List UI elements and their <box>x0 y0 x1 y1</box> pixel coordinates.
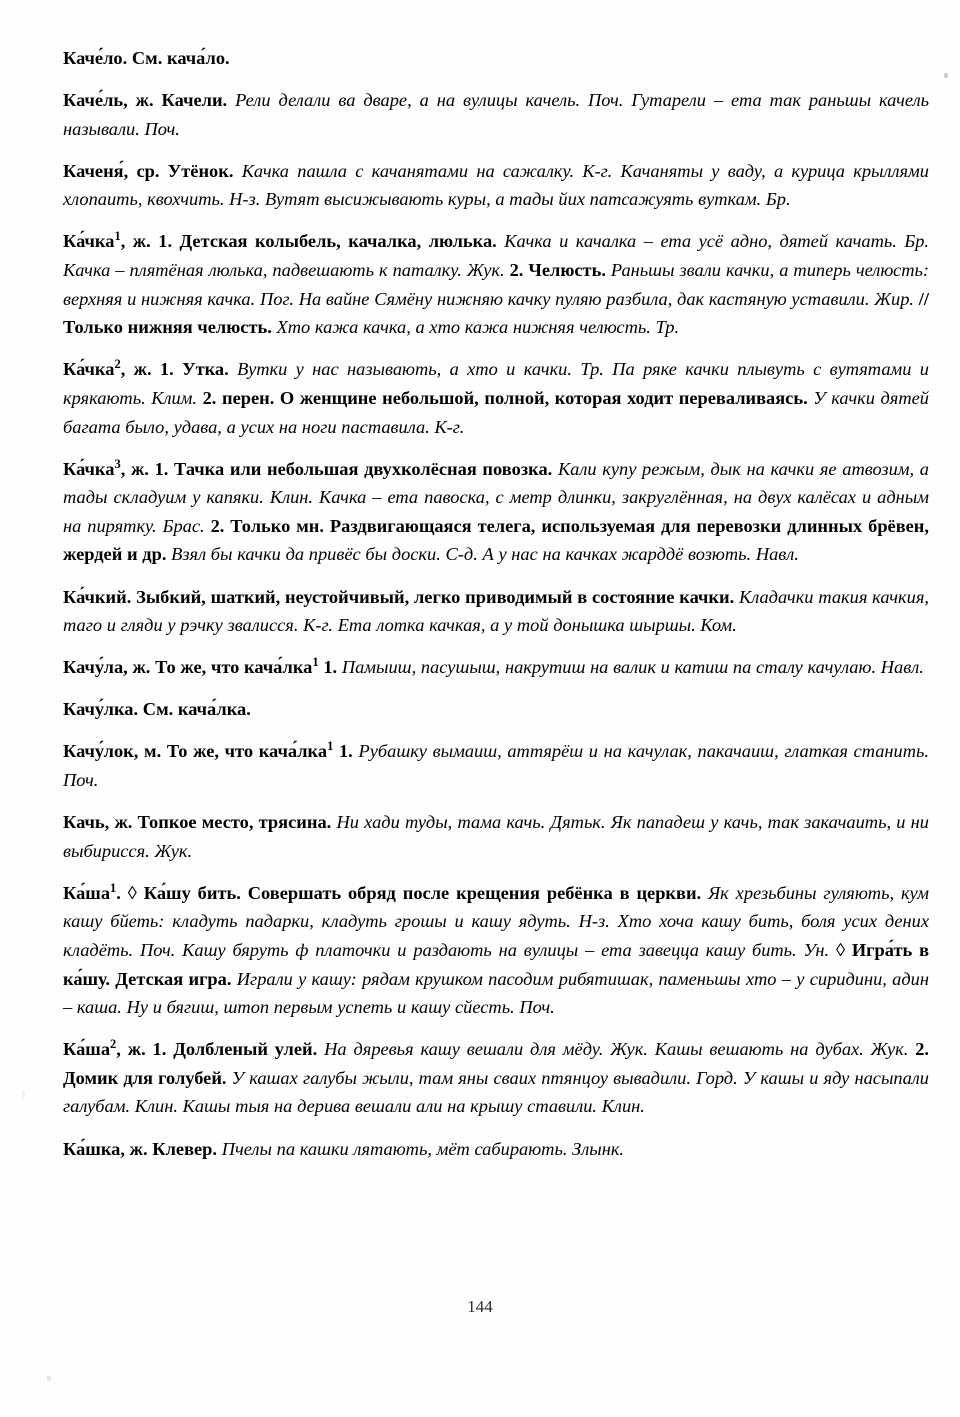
scan-speck-right <box>944 73 948 78</box>
entry-example: Раньшы звали качки, а типерь челюсть: верхняя и нижняя качка. Пог. На вайне Сямёну нижняю качку пуляю разбила, дак кастяную уставили. Жир. <box>63 260 929 309</box>
entry-example: Качка и качалка – ета усё адно, дятей качать. Бр. Качка – плятёная люлька, падвешають к паталку. Жук. <box>63 231 930 281</box>
dictionary-entry <box>63 583 929 640</box>
entry-definition: Качу́лка. См. кача́лка. <box>63 699 251 720</box>
entry-definition: 2. перен. О женщине небольшой, полной, которая ходит переваливаясь. <box>202 387 808 408</box>
entry-definition: Каче́ло. См. кача́ло. <box>63 48 230 68</box>
entry-definition: 2. Домик для голубей. <box>63 1039 929 1088</box>
entry-example: Взял бы качки да привёс бы доски. С-д. А у нас на качках жарддё возють. Навл. <box>166 544 799 565</box>
homonym-superscript: 1 <box>110 880 117 895</box>
entry-column <box>63 44 929 1177</box>
dictionary-entry <box>63 695 929 724</box>
entry-example: Качка пашла с качанятами на сажалку. К-г. Качаняты у ваду, а курица крыллями хлопаить, квохчить. Н-з. Вутят высижывають куры, а тады йих патсажуять вуткам. Бр. <box>63 160 929 210</box>
entry-example: Як хрезьбины гуляють, кум кашу бйеть: кладуть падарки, кладуть грошы и кашу ядуть. Н-з. Хто хоча кашу бить, боля усих дених кладёть. Поч. Кашу бяруть ф платочки и раздають на вулицы – ета завецца кашу бить. Ун. <box>63 882 929 960</box>
entry-example: Играли у кашу: рядам крушком пасодим рибятишак, паменьшы хто – у сиридини, адин – каша. Ну и бягиш, штоп первым успеть и кашу сйесть. Поч. <box>63 968 929 1018</box>
entry-definition: , ж. 1. Утка. <box>120 359 229 380</box>
entry-example: На дяревья кашу вешали для мёду. Жук. Кашы вешають на дубах. Жук. <box>317 1039 916 1060</box>
entry-definition: Каче́ль, ж. Качели. <box>63 90 228 111</box>
scan-speck-mid-left <box>22 1090 25 1099</box>
entry-example: Кали купу режым, дык на качки яе атвозим, а тады складуим у капяки. Клин. Качка – ета павоска, с метр длинки, закруглённая, на двух калёсах и адным на пирятку. Брас. <box>63 458 929 536</box>
homonym-superscript: 2 <box>110 1037 117 1052</box>
entry-definition: Ка́чка <box>63 458 115 479</box>
dictionary-entry <box>63 227 929 341</box>
entry-example: У кашах галубы жыли, там яны сваих птянцоу вывадили. Горд. У кашы и яду насыпали галубам. Клин. Кашы тыя на дерива вешали али на крышу ставили. Клин. <box>63 1067 930 1117</box>
entry-definition: 1. <box>318 657 338 678</box>
scan-speck-bottom-left <box>47 1376 51 1381</box>
entry-definition: , ж. 1. Тачка или небольшая двухколёсная повозка. <box>120 458 553 479</box>
entry-definition: Ка́чкий. Зыбкий, шаткий, неустойчивый, легко приводимый в состояние качки. <box>63 586 735 607</box>
entry-definition: ◊ Игра́ть в ка́шу. Детская игра. <box>63 939 929 989</box>
dictionary-entry <box>63 355 929 441</box>
entry-example: Рели делали ва дваре, а на вулицы качель. Поч. Гутарели – ета так раньшы качель называли. Поч. <box>63 90 929 139</box>
dictionary-entry <box>63 157 929 214</box>
entry-example: Памыиш, пасушыш, накрутиш на валик и катиш па сталу качулаю. Навл. <box>337 657 924 678</box>
entry-definition: Ка́ша <box>63 882 111 903</box>
entry-definition: 1. <box>333 741 353 762</box>
dictionary-entry <box>63 879 929 1022</box>
entry-definition: Качу́ла, ж. То же, что кача́лка <box>63 657 313 678</box>
entry-example: У качки дятей багата было, удава, а усих на ноги паставила. К-г. <box>63 387 929 437</box>
entry-definition: Ка́ша <box>63 1039 111 1060</box>
entry-definition: Каченя́, ср. Утёнок. <box>63 160 234 181</box>
entry-definition: Ка́шка, ж. Клевер. <box>63 1138 217 1159</box>
dictionary-entry <box>63 1035 929 1121</box>
entry-example: Вутки у нас называють, а хто и качки. Тр. Па ряке качки плывуть с вутятами и крякають. Клим. <box>63 359 929 408</box>
entry-definition: 2. Челюсть. <box>509 260 606 281</box>
entry-definition: . ◊ Ка́шу бить. Совершать обряд после крещения ребёнка в церкви. <box>116 882 702 903</box>
entry-example: Пчелы па кашки лятають, мёт сабирають. Злынк. <box>217 1138 625 1159</box>
entry-definition: Качь, ж. Топкое место, трясина. <box>63 812 332 833</box>
dictionary-entry <box>63 1135 929 1164</box>
entry-definition: Ка́чка <box>63 359 115 380</box>
homonym-superscript: 2 <box>114 357 121 372</box>
entry-example: Рубашку вымаиш, аттярёш и на качулак, пакачаиш, глаткая станить. Поч. <box>63 741 929 790</box>
entry-definition: Качу́лок, м. То же, что кача́лка <box>63 741 328 762</box>
entry-example: Хто кажа качка, а хто кажа нижняя челюсть. Тр. <box>271 317 680 338</box>
homonym-superscript: 1 <box>114 229 121 244</box>
homonym-superscript: 1 <box>312 655 319 670</box>
entry-example: Ни хади туды, тама качь. Дятьк. Як пападеш у качь, так закачаить, и ни выбирисся. Жук. <box>63 812 929 861</box>
dictionary-entry <box>63 737 929 794</box>
dictionary-entry <box>63 653 929 682</box>
dictionary-entry <box>63 86 929 143</box>
homonym-superscript: 3 <box>114 456 121 471</box>
entry-definition: , ж. 1. Детская колыбель, качалка, люлька. <box>120 231 497 252</box>
page-number: 144 <box>467 1297 493 1316</box>
homonym-superscript: 1 <box>327 739 334 754</box>
entry-definition: Ка́чка <box>63 231 115 252</box>
dictionary-entry <box>63 808 929 865</box>
entry-definition: 2. Только мн. Раздвигающаяся телега, используемая для перевозки длинных брёвен, жердей и др. <box>63 515 929 565</box>
entry-definition: // Только нижняя челюсть. <box>63 288 929 338</box>
entry-definition: , ж. 1. Долбленый улей. <box>116 1039 318 1060</box>
entry-example: Кладачки такия качкия, таго и гляди у рэчку звалисся. К-г. Ета лотка качкая, а у той донышка шыршы. Ком. <box>63 586 929 636</box>
dictionary-entry <box>63 44 929 73</box>
dictionary-entry <box>63 455 929 569</box>
